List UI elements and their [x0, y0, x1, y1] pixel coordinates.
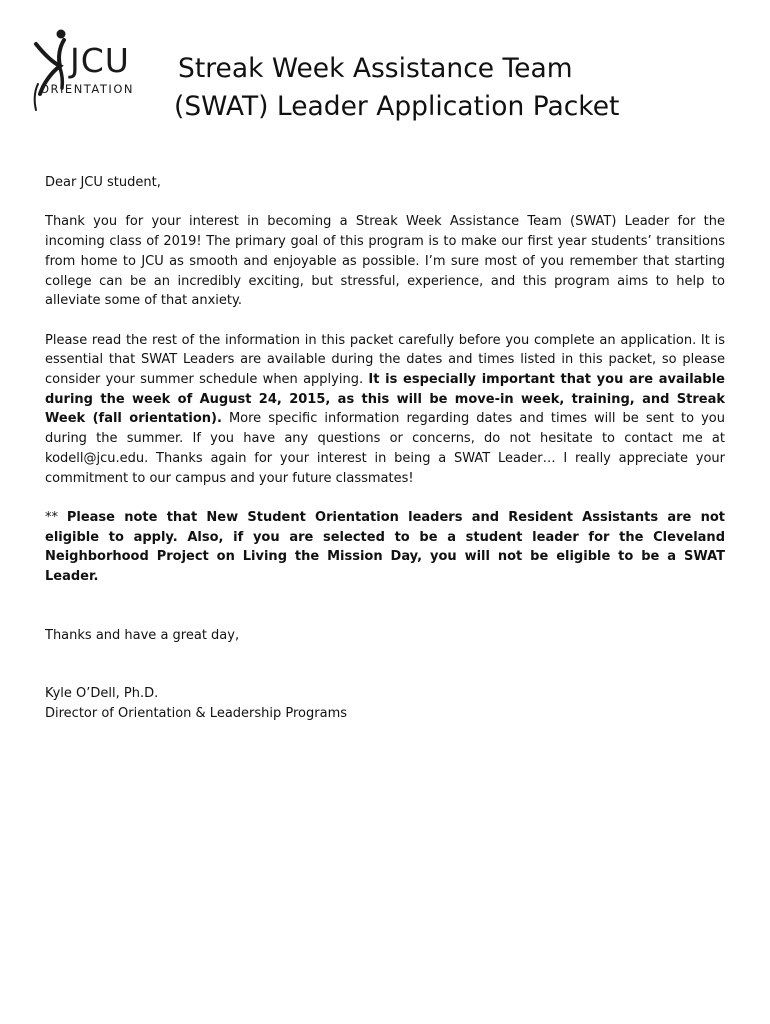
logo-jcu-text: JCU	[70, 41, 130, 80]
signature-name: Kyle O’Dell, Ph.D.	[45, 686, 159, 702]
letter-body	[45, 173, 725, 724]
page-title	[174, 50, 734, 126]
title-line-2: (SWAT) Leader Application Packet	[174, 91, 620, 122]
eligibility-note	[45, 508, 725, 587]
paragraph-intro: Thank you for your interest in becoming a Streak Week Assistance Team (SWAT) Leader for the incoming class of 2019! The primary goal of this program is to make our first year students’ transitions from home to JCU as smooth and enjoyable as possible. I’m sure most of you remember that starting college can be an incredibly exciting, but stressful, experience, and this program aims to help to alleviate some of that anxiety.	[45, 214, 725, 309]
signature-title: Director of Orientation & Leadership Programs	[45, 706, 348, 722]
availability-text-end: More specific information regarding dates and times will be sent to you during the summer. If you have any questions or concerns, do not hesitate to contact me at kodell@jcu.edu. Thanks again for your interest in being a SWAT Leader… I really appreciate your commitment to our campus and your future classmates!	[45, 411, 725, 486]
logo-orientation-text: ORIENTATION	[40, 82, 134, 96]
availability-important-text: It is especially important that you are available during the week of August 24, 2015, as this will be move-in week, training, and Streak Week (fall orientation).	[45, 372, 725, 427]
paragraph-availability	[45, 331, 725, 489]
greeting: Dear JCU student,	[45, 175, 161, 190]
availability-text-start: Please read the rest of the information in this packet carefully before you complete an application. It is essential that SWAT Leaders are available during the dates and times listed in this packet, so please consider your summer schedule when applying.	[45, 332, 725, 387]
jcu-orientation-logo	[32, 28, 147, 113]
note-bold-text: Please note that New Student Orientation leaders and Resident Assistants are not eligible to apply. Also, if you are selected to be a student leader for the Cleveland Neighborhood Project on Living the Mission Day, you will not be eligible to be a SWAT Leader.	[45, 509, 725, 585]
title-line-1: Streak Week Assistance Team	[178, 53, 573, 84]
closing-line: Thanks and have a great day,	[45, 627, 240, 643]
note-prefix: **	[45, 509, 67, 525]
